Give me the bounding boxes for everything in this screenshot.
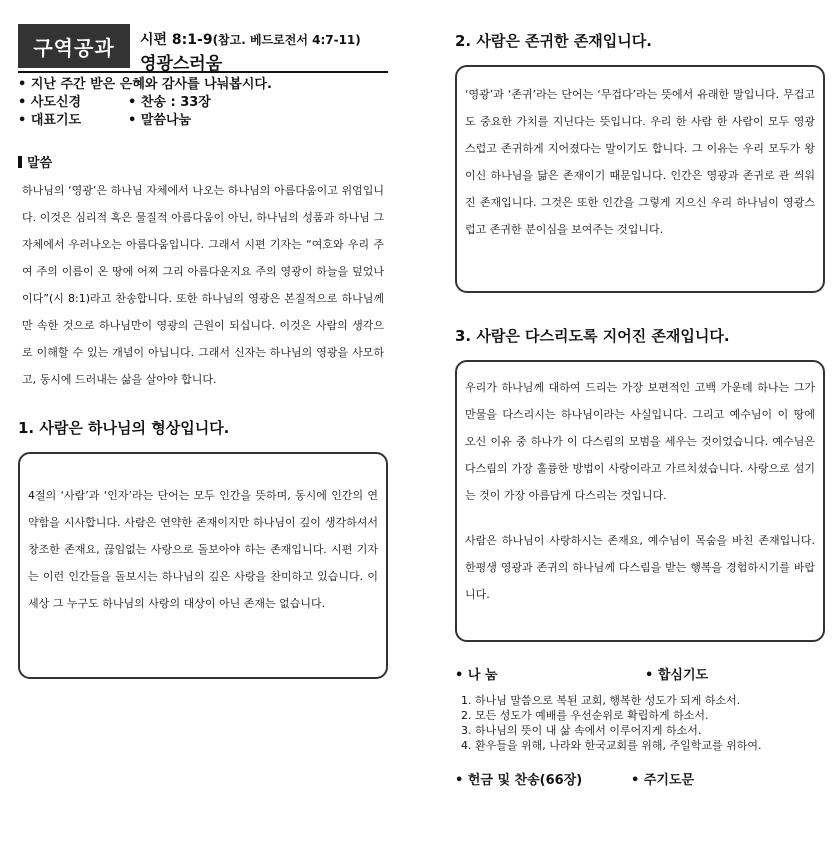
order-row	[18, 112, 388, 130]
point3-text1: 우리가 하나님께 대하여 드리는 가장 보편적인 고백 가운데 하나는 그가 만물을 다스리시는 하나님이라는 사실입니다. 그리고 예수님이 이 땅에 오신 이유 중 하나가 이 다스림의 모범을 세우는 것이었습니다. 예수님은 다스림의 가장 훌륭한 방법이 사랑이라고 가르치셨습니다. 사랑으로 섬기는 것이 가장 아름답게 다스리는 것입니다.	[465, 381, 815, 502]
point2-box	[455, 65, 825, 293]
united-prayer-label: • 합심기도	[645, 668, 709, 683]
lesson-header	[18, 24, 388, 72]
scripture-extra: (참고. 베드로전서 4:7-11)	[212, 33, 361, 47]
order-of-service	[18, 76, 388, 130]
order-item-word: • 말씀나눔	[128, 113, 192, 128]
prayer-item: 1. 하나님 말씀으로 복된 교회, 행복한 성도가 되게 하소서.	[461, 694, 741, 707]
offering-label: • 헌금 및 찬송(66장)	[455, 773, 583, 788]
order-row	[18, 94, 388, 112]
word-paragraph: 하나님의 ‘영광’은 하나님 자체에서 나오는 하나님의 아름다움이고 위엄입니다. 이것은 심리적 혹은 물질적 아름다움이 아닌, 하나님의 성품과 하나님 그 자체에서 우러나오는 아름다움입니다. 그래서 시편 기자는 “여호와 우리 주여 주의 이름이 온 땅에 어찌 그리 아름다운지요 주의 영광이 하늘을 덮었나이다”(시 8:1)라고 찬송합니다. 또한 하나님의 영광은 본질적으로 하나님께만 속한 것으로 하나님만이 영광의 근원이 되십니다. 이것은 사람의 생각으로 이해할 수 있는 개념이 아닙니다. 그래서 신자는 하나님의 영광을 사모하고, 동시에 드러내는 삶을 살아야 합니다.	[22, 184, 384, 386]
square-bullet-icon	[18, 156, 22, 168]
order-item-creed: • 사도신경	[18, 95, 82, 110]
word-section-label	[18, 152, 388, 171]
scripture-reference	[140, 29, 361, 49]
point3-heading: 3. 사람은 다스리도록 지어진 존재입니다.	[455, 327, 730, 345]
point1-box	[18, 452, 388, 679]
order-item-hymn: • 찬송 : 33장	[128, 95, 211, 110]
point2-heading: 2. 사람은 존귀한 존재입니다.	[455, 32, 652, 50]
closing-section	[455, 664, 825, 683]
lords-prayer-label: • 주기도문	[631, 773, 695, 788]
point2-text: ‘영광’과 ‘존귀’라는 단어는 ‘무겁다’라는 뜻에서 유래한 말입니다. 무겁고도 중요한 가치를 지닌다는 뜻입니다. 우리 한 사람 한 사람이 모두 영광스럽고 존귀하게 지어졌다는 말이기도 합니다. 그 이유는 우리 모두가 왕이신 하나님을 닮은 존재이기 때문입니다. 인간은 영광과 존귀로 관 씌워진 존재입니다. 그것은 또한 인간을 그렇게 지으신 우리 하나님이 영광스럽고 존귀한 분이심을 보여주는 것입니다.	[465, 88, 815, 236]
point1-heading: 1. 사람은 하나님의 형상입니다.	[18, 419, 230, 437]
point1-text: 4절의 ‘사람’과 ‘인자’라는 단어는 모두 인간을 뜻하며, 동시에 인간의 연약함을 시사합니다. 사람은 연약한 존재이지만 하나님이 깊이 생각하셔서 창조한 존재요, 끊임없는 사랑으로 돌보아야 하는 존재입니다. 시편 기자는 이런 인간들을 돌보시는 하나님의 깊은 사랑을 찬미하고 있습니다. 이 세상 그 누구도 하나님의 사랑의 대상이 아닌 존재는 없습니다.	[28, 489, 378, 610]
prayer-list	[455, 693, 825, 753]
lesson-title: 영광스러움	[140, 54, 223, 74]
sharing-label: • 나 눔	[455, 668, 498, 683]
word-label: 말씀	[27, 156, 53, 171]
paragraph-gap	[465, 509, 815, 527]
right-column	[455, 30, 825, 788]
scripture-main: 시편 8:1-9	[140, 32, 213, 48]
lesson-badge: 구역공과	[18, 24, 130, 68]
order-row	[18, 76, 388, 94]
prayer-item: 2. 모든 성도가 예배를 우선순위로 확립하게 하소서.	[461, 709, 709, 722]
left-column	[18, 24, 388, 679]
prayer-item: 3. 하나님의 뜻이 내 삶 속에서 이루어지게 하소서.	[461, 724, 702, 737]
point3-text2: 사람은 하나님이 사랑하시는 존재요, 예수님이 목숨을 바친 존재입니다. 한평생 영광과 존귀의 하나님께 다스림을 받는 행복을 경험하시기를 바랍니다.	[465, 534, 815, 601]
prayer-item: 4. 환우들을 위해, 나라와 한국교회를 위해, 주일학교를 위하여.	[461, 739, 762, 752]
order-item-prayer: • 대표기도	[18, 113, 82, 128]
point3-box	[455, 360, 825, 642]
order-item-sharing: • 지난 주간 받은 은혜와 감사를 나눠봅시다.	[18, 77, 272, 92]
final-section	[455, 769, 825, 788]
header-divider	[18, 71, 388, 73]
